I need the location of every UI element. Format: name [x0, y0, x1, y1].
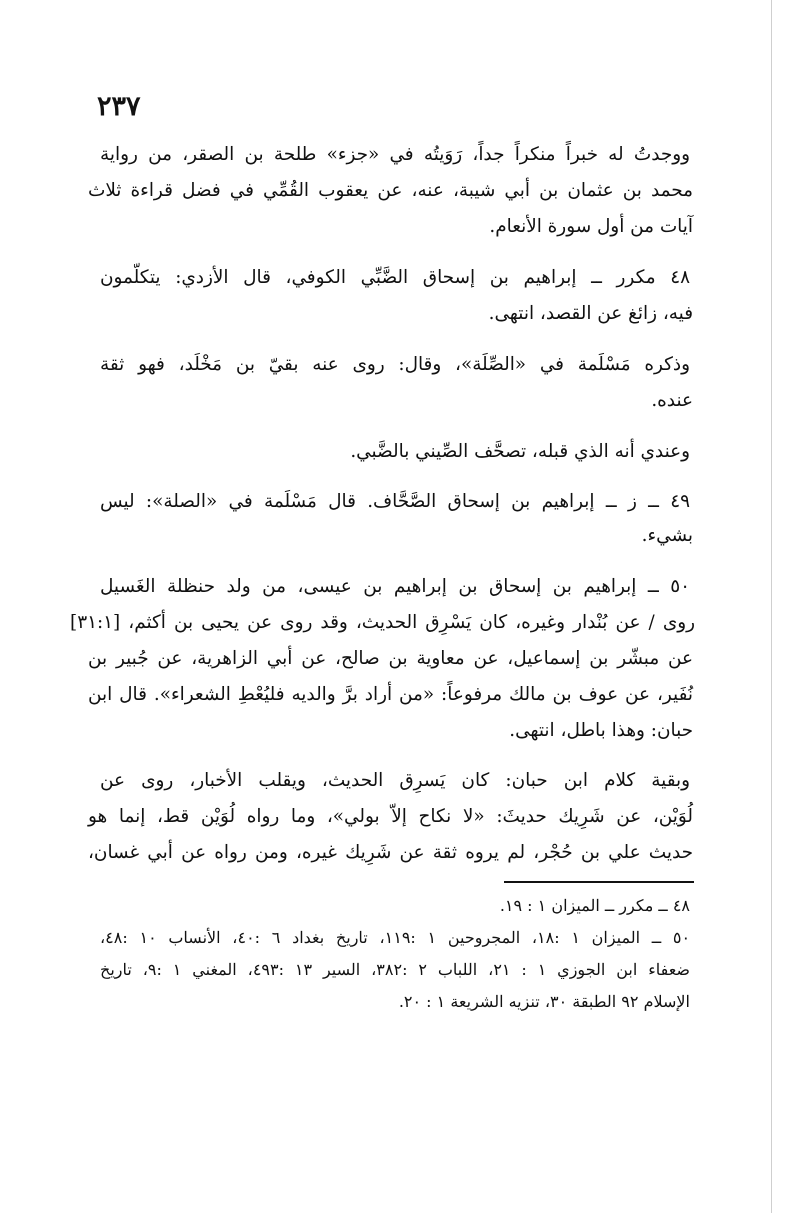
- footnote-line: الإسلام ٩٢ الطبقة ٣٠، تنزيه الشريعة ١ : ٢٠.: [398, 992, 690, 1011]
- text-line: حديث علي بن حُجْر، لم يروه ثقة عن شَرِيك غيره، ومن رواه عن أبي غسان،: [88, 842, 693, 863]
- text-line: عنده.: [651, 390, 693, 411]
- text-line: ٤٩ ــ ز ــ إبراهيم بن إسحاق الصَّحَّاف. قال مَسْلَمة في «الصلة»: ليس: [100, 491, 690, 512]
- text-line: نُفَير، عن عوف بن مالك مرفوعاً: «من أراد برَّ والديه فليُعْطِ الشعراء». قال ابن: [88, 684, 693, 705]
- text-line: روى / عن بُنْدار وغيره، كان يَسْرِق الحديث، وقد روى عن يحيى بن أكثم، [٣١:١]: [70, 612, 695, 633]
- footnote-line: ٤٨ ــ مكرر ــ الميزان ١ : ١٩.: [499, 896, 690, 915]
- text-line: آيات من أول سورة الأنعام.: [489, 216, 693, 237]
- text-line: بشيء.: [641, 525, 693, 546]
- footnote-line: ضعفاء ابن الجوزي ١ : ٢١، اللباب ٢ :٣٨٢، السير ١٣ :٤٩٣، المغني ١ :٩، تاريخ: [100, 960, 691, 979]
- text-line: وذكره مَسْلَمة في «الصِّلَة»، وقال: روى عنه بقيّ بن مَخْلَد، فهو ثقة: [100, 354, 690, 375]
- text-line: حبان: وهذا باطل، انتهى.: [509, 720, 693, 741]
- text-line: وعندي أنه الذي قبله، تصحَّف الصِّيني بالضَّبي.: [350, 441, 690, 462]
- footnote-separator: [504, 881, 694, 883]
- page-number: ٢٣٧: [97, 91, 141, 122]
- text-line: وبقية كلام ابن حبان: كان يَسرِق الحديث، ويقلب الأخبار، روى عن: [100, 770, 690, 791]
- text-line: ووجدتُ له خبراً منكراً جداً، رَوَيتُه في «جزء» طلحة بن الصقر، من رواية: [100, 144, 690, 165]
- text-line: ٥٠ ــ إبراهيم بن إسحاق بن إبراهيم بن عيسى، من ولد حنظلة الغَسيل: [100, 576, 690, 597]
- footnote-line: ٥٠ ــ الميزان ١ :١٨، المجروحين ١ :١١٩، تاريخ بغداد ٦ :٤٠، الأنساب ١٠ :٤٨،: [100, 928, 691, 947]
- page-gutter-line: [771, 0, 772, 1213]
- text-line: ٤٨ مكرر ــ إبراهيم بن إسحاق الضَّبِّي الكوفي، قال الأزدي: يتكلّمون: [100, 267, 690, 288]
- text-line: عن مبشّر بن إسماعيل، عن معاوية بن صالح، عن أبي الزاهرية، عن جُبير بن: [88, 648, 693, 669]
- text-line: محمد بن عثمان بن أبي شيبة، عنه، عن يعقوب القُمِّي في فضل قراءة ثلاث: [88, 180, 693, 201]
- text-line: لُوَيْن، عن شَرِيك حديثَ: «لا نكاح إلاّ بولي»، وما رواه لُوَيْن قط، إنما هو: [88, 806, 693, 827]
- text-line: فيه، زائغ عن القصد، انتهى.: [488, 303, 693, 324]
